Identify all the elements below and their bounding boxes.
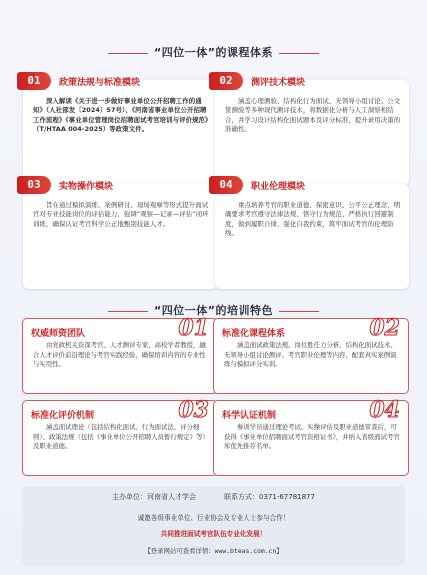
organizer-text: 主办单位：河南省人才学会 — [112, 493, 196, 501]
module-card-3 — [23, 178, 217, 289]
feature-number: 03 — [178, 397, 209, 423]
invite-text: 诚邀各级事业单位、行业协会及专业人士参与合作！ — [137, 514, 290, 522]
module-title: 政策法规与标准模块 — [59, 78, 141, 88]
feature-body: 参训学员通过理论考试、实操评估及职业道德审查后，可获得《事业单位招聘面试考官资格证书》，并纳入省级面试考官库优先推荐名单。 — [224, 423, 400, 451]
module-number-badge: 03 — [17, 176, 51, 194]
feature-title: 标准化评价机制 — [31, 411, 95, 421]
slogan-text: 共同推进面试考官队伍专业化发展！ — [160, 530, 267, 538]
title-divider-left — [108, 311, 148, 312]
footer-panel — [22, 486, 405, 566]
title-divider-right — [279, 53, 319, 54]
title-divider-left — [108, 53, 148, 54]
footer-contact-row — [22, 492, 405, 502]
feature-card-3 — [22, 397, 218, 476]
feature-title: 权威师资团队 — [31, 329, 86, 339]
feature-card-1 — [22, 315, 218, 394]
phone-text: 联系方式：0371-67781877 — [224, 493, 315, 501]
module-card-1 — [23, 74, 217, 185]
module-number-badge: 04 — [209, 176, 243, 194]
feature-title: 标准化课程体系 — [222, 329, 286, 339]
module-body: 深入解读《关于进一步做好事业单位公开招聘工作的通知》（人社部发〔2024〕57号）、《河南省事业单位公开招聘工作流程》《事业单位管理岗位招聘面试考官培训与评价规范》（T/HTAA 004-2025）等政策文件。 — [33, 97, 209, 134]
title-divider-right — [279, 311, 319, 312]
feature-card-2 — [213, 315, 409, 394]
feature-number: 01 — [178, 315, 209, 341]
module-title: 实物操作模块 — [59, 182, 114, 192]
feature-body: 由党政机关资深考官、人才测评专家、高校学者教授，融合人才评价前沿理论与考官实践经验，确保培训内容的专业性与实用性。 — [33, 341, 206, 369]
module-body: 旨在通过模拟演练、案例研讨、现场观摩等形式提升面试官对专业技能岗位的评估能力，强调“观察—记录—评估”闭环训练，确保认证考官科学公正地甄别技能人才。 — [33, 201, 209, 228]
training-title-text: “四位一体”的培训特色 — [154, 304, 273, 317]
module-number-badge: 01 — [17, 72, 51, 90]
feature-card-4 — [213, 397, 409, 476]
module-title: 职业伦理模块 — [251, 182, 306, 192]
feature-number: 04 — [369, 397, 400, 423]
module-body: 涵盖心理测验、结构化行为面试、无领导小组讨论、公文筐测验等多种现代测评技术，将数据化分析与人工洞察相结合，并学习设计结构化面试题本及评分标准，提升录用决策的准确性。 — [225, 97, 401, 134]
feature-body: 涵盖面试政策法规、岗位胜任力分析、结构化面试技术、无领导小组讨论测评、考官职业伦理等内容，配套真实案例演练与模拟评分实训。 — [224, 341, 397, 369]
feature-body: 涵盖面试理论（包括结构化面试、行为面试法、评分细则）、政策法规（包括《事业单位公开招聘人员暂行规定》等）及职业道德。 — [33, 423, 209, 451]
module-card-2 — [215, 74, 409, 185]
module-title: 测评技术模块 — [251, 78, 306, 88]
training-section-title — [0, 302, 427, 318]
module-body: 重点培养考官的职业道德、保密意识、公平公正理念，明确要求考官遵守法律法规、恪守行为规范、严格执行回避制度，做到履职自律、强化自我约束，筑牢面试考官的伦理防线。 — [225, 201, 401, 238]
curriculum-title-text: “四位一体”的课程体系 — [154, 46, 273, 59]
feature-title: 科学认证机制 — [222, 411, 277, 421]
website-link[interactable]: 【登录网站可查看详情：www.bteas.com.cn】 — [144, 547, 283, 555]
module-card-4 — [215, 178, 409, 289]
module-number-badge: 02 — [209, 72, 243, 90]
curriculum-section-title — [0, 44, 427, 60]
feature-number: 02 — [369, 315, 400, 341]
